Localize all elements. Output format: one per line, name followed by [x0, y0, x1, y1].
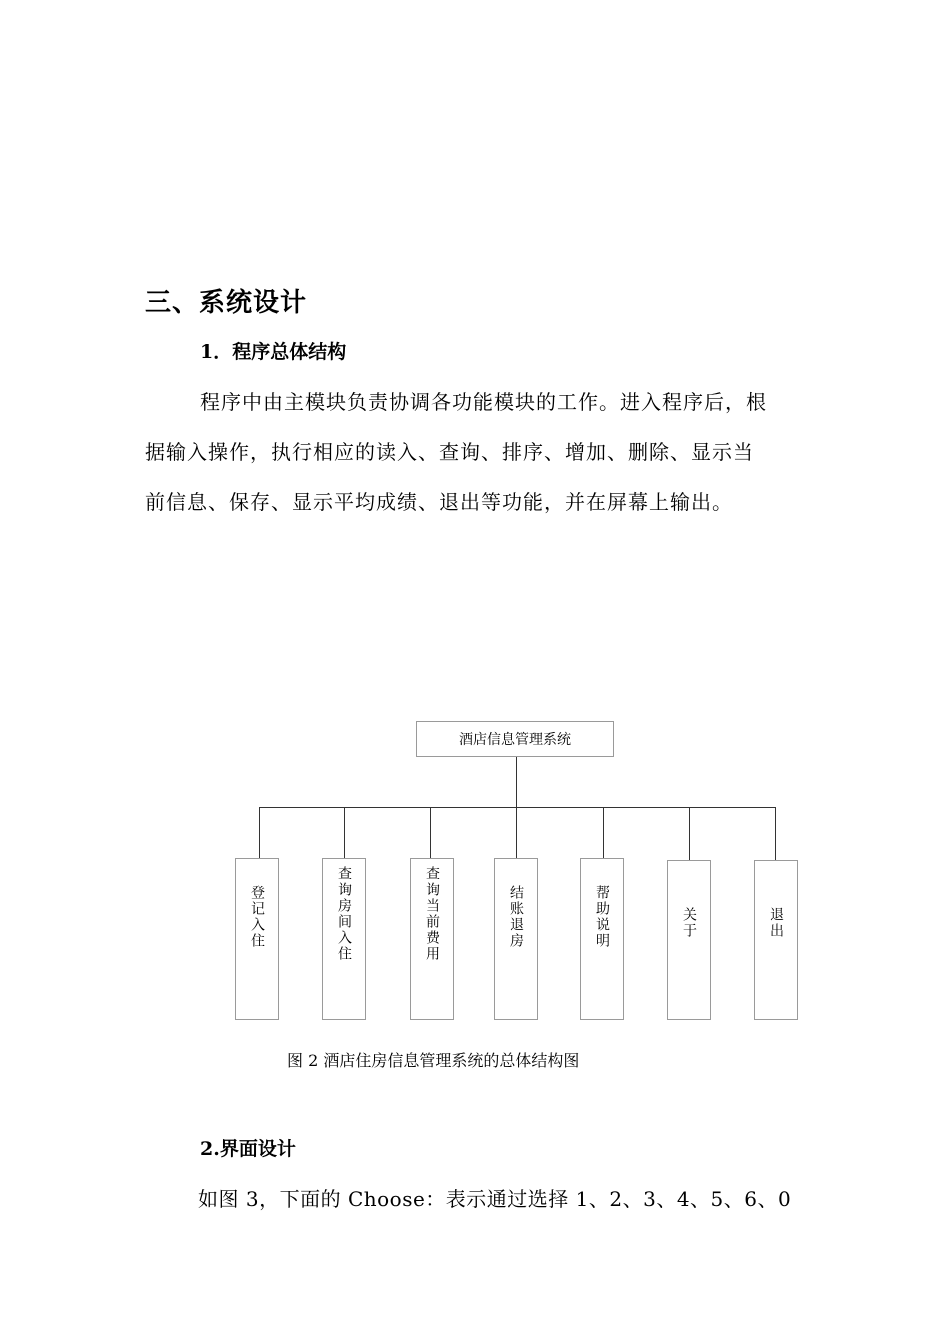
paragraph-line: 程序中由主模块负责协调各功能模块的工作。进入程序后，根: [200, 390, 767, 414]
diagram-root-box: [416, 721, 614, 757]
module-box: [667, 860, 711, 1020]
connector-line: [516, 807, 517, 858]
module-label: 关于: [681, 907, 697, 939]
module-label: 退出: [768, 907, 784, 939]
connector-line: [430, 807, 431, 858]
connector-line: [775, 807, 776, 860]
paragraph-line: 前信息、保存、显示平均成绩、退出等功能，并在屏幕上输出。: [145, 490, 733, 514]
module-box: [754, 860, 798, 1020]
module-box: [235, 858, 279, 1020]
connector-line: [259, 807, 260, 858]
figure-caption: 图 2 酒店住房信息管理系统的总体结构图: [287, 1051, 580, 1070]
module-label: 帮助说明: [594, 885, 610, 949]
module-box: [410, 858, 454, 1020]
connector-line: [603, 807, 604, 858]
connector-line: [689, 807, 690, 860]
connector-line: [516, 757, 517, 808]
connector-line: [259, 807, 776, 808]
module-box: [494, 858, 538, 1020]
module-label: 查询当前费用: [424, 866, 440, 962]
connector-line: [344, 807, 345, 858]
module-label: 登记入住: [249, 885, 265, 949]
module-box: [580, 858, 624, 1020]
subsection-title: 1．程序总体结构: [200, 341, 347, 363]
module-label: 查询房间入住: [336, 866, 352, 962]
paragraph-line: 据输入操作，执行相应的读入、查询、排序、增加、删除、显示当: [145, 440, 754, 464]
subsection-title: 2.界面设计: [200, 1138, 296, 1160]
module-box: [322, 858, 366, 1020]
paragraph-line: 如图 3，下面的 Choose：表示通过选择 1、2、3、4、5、6、0: [198, 1187, 792, 1211]
section-title: 三、系统设计: [145, 288, 308, 318]
module-label: 结账退房: [508, 885, 524, 949]
diagram-root-label: 酒店信息管理系统: [459, 732, 571, 748]
